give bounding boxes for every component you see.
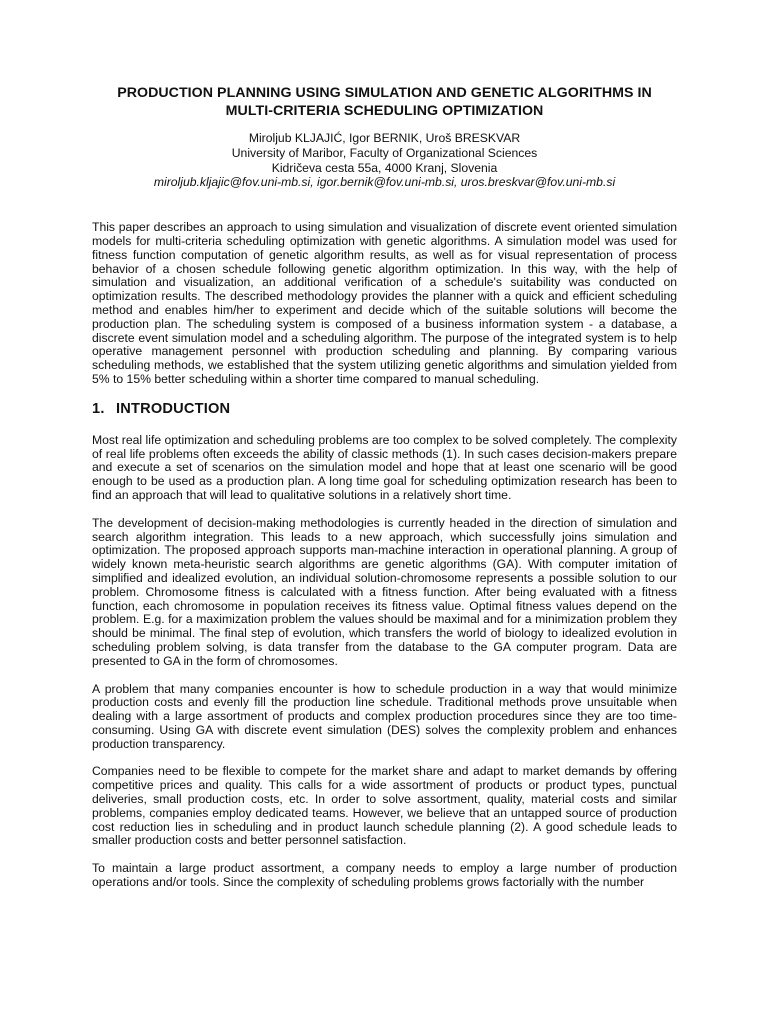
body-paragraph: Companies need to be flexible to compete for the market share and adapt to market demands by offering competitive prices and quality. This calls for a wide assortment of products or product types, punctual deliveries, small production costs, etc. In order to solve assortment, quality, material costs and similar problems, companies employ dedicated teams. However, we believe that an untapped source of production cost reduction lies in scheduling and in product launch schedule planning (2). A good schedule leads to smaller production costs and better personnel satisfaction. (92, 764, 677, 848)
body-paragraph: A problem that many companies encounter is how to schedule production in a way that would minimize production costs and evenly fill the production line schedule. Traditional methods prove unsuitable when dealing with a large assortment of products and complex production procedures since they are too time-consuming. Using GA with discrete event simulation (DES) solves the complexity problem and enhances production transparency. (92, 681, 677, 751)
author-block (92, 131, 677, 190)
section-title: INTRODUCTION (116, 400, 231, 417)
body-paragraph: Most real life optimization and scheduling problems are too complex to be solved completely. The complexity of real life problems often exceeds the ability of classic methods (1). In such cases decision-makers prepare and execute a set of scenarios on the simulation model and hope that at least one scenario will be good enough to be used as a production plan. A long time goal for scheduling optimization research has been to find an approach that will lead to qualitative solutions in a relatively short time. (92, 432, 677, 502)
author-names: Miroljub KLJAJIĆ, Igor BERNIK, Uroš BRESKVAR (248, 131, 521, 145)
paper-title (92, 84, 677, 120)
paper-page (92, 84, 677, 890)
author-emails: miroljub.kljajic@fov.uni-mb.si, igor.bernik@fov.uni-mb.si, uros.breskvar@fov.uni-mb.si (153, 175, 616, 190)
section-number: 1. (92, 400, 105, 417)
paper-title-line-2: MULTI-CRITERIA SCHEDULING OPTIMIZATION (225, 103, 544, 119)
author-affiliation: University of Maribor, Faculty of Organizational Sciences (231, 145, 538, 160)
body-paragraph: The development of decision-making methodologies is currently headed in the direction of simulation and search algorithm integration. This leads to a new approach, which successfully joins simulation and optimization. The proposed approach supports man-machine interaction in operational planning. A group of widely known meta-heuristic search algorithms are genetic algorithms (GA). With computer imitation of simplified and idealized evolution, an individual solution-chromosome represents a possible solution to our problem. Chromosome fitness is calculated with a fitness function. After being evaluated with a fitness function, each chromosome in population receives its fitness value. Optimal fitness values depend on the problem. E.g. for a maximization problem the values should be maximal and for a minimization problem they should be minimal. The final step of evolution, which transfers the world of biology to idealized evolution in scheduling problem solving, is data transfer from the database to the GA computer program. Data are presented to GA in the form of chromosomes. (92, 515, 677, 668)
paper-title-line-1: PRODUCTION PLANNING USING SIMULATION AND GENETIC ALGORITHMS IN (117, 85, 652, 101)
section-heading-introduction (92, 400, 677, 418)
author-address: Kidričeva cesta 55a, 4000 Kranj, Slovenia (271, 160, 498, 175)
body-paragraph: To maintain a large product assortment, a company needs to employ a large number of production operations and/or tools. Since the complexity of scheduling problems grows factorially with the number (92, 861, 677, 890)
abstract: This paper describes an approach to using simulation and visualization of discrete event oriented simulation models for multi-criteria scheduling optimization with genetic algorithms. A simulation model was used for fitness function computation of genetic algorithm results, as well as for visual representation of process behavior of a chosen schedule following genetic algorithm optimization. In this way, with the help of simulation and visualization, an additional verification of a schedule's suitability was conducted on optimization results. The described methodology provides the planner with a quick and efficient scheduling method and enables him/her to experiment and decide which of the suitable solutions will become the production plan. The scheduling system is composed of a business information system - a database, a discrete event simulation model and a scheduling algorithm. The purpose of the integrated system is to help operative management personnel with production scheduling and planning. By comparing various scheduling methods, we established that the system utilizing genetic algorithms and simulation yielded from 5% to 15% better scheduling within a shorter time compared to manual scheduling. (92, 220, 677, 386)
